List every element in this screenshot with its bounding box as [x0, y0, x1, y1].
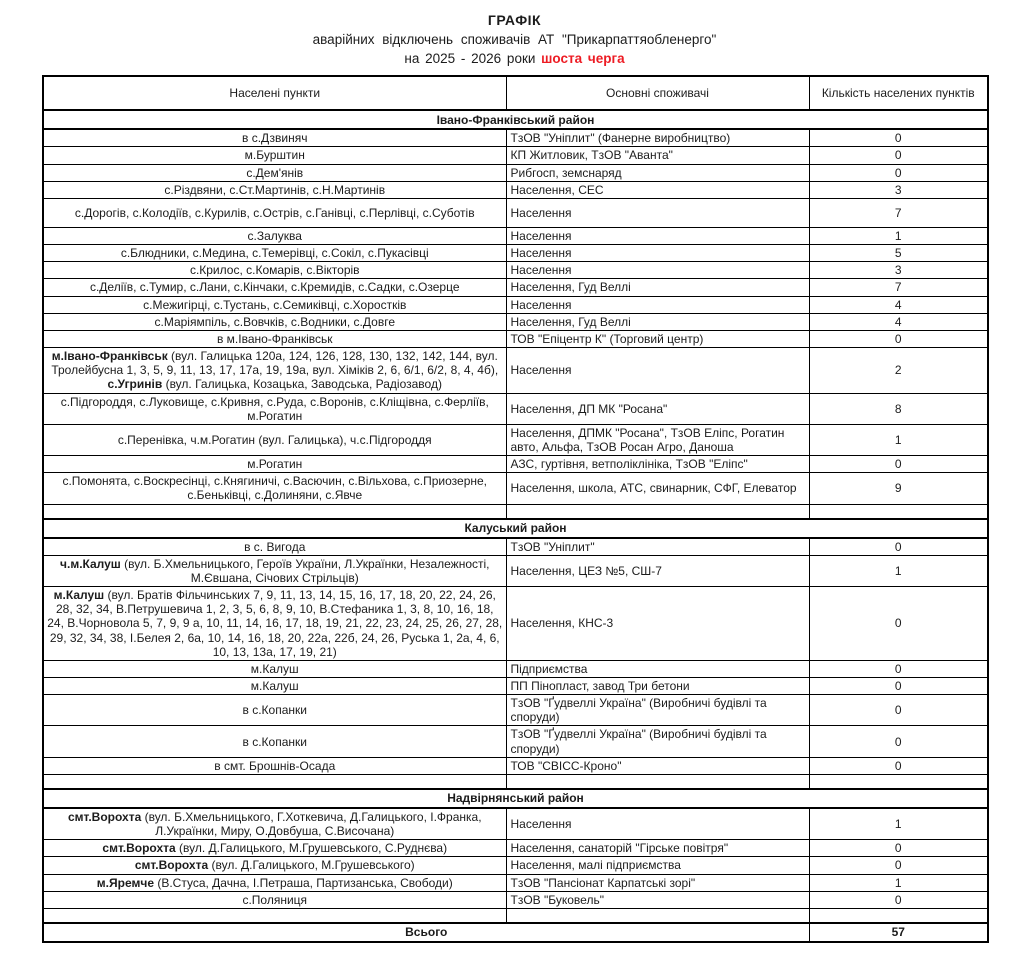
settlements-cell: [43, 393, 506, 424]
settlement-text: в с.Дзвиняч: [241, 131, 308, 146]
count-cell: 0: [809, 164, 988, 181]
consumers-cell: Населення, ДПМК "Росана", ТзОВ Еліпс, Рогатин авто, Альфа, ТзОВ Росан Агро, Даноша: [506, 424, 809, 455]
column-header: Основні споживачі: [506, 76, 809, 110]
settlement-name-bold: смт.Ворохта: [134, 858, 209, 873]
section-header: Івано-Франківський район: [43, 110, 988, 129]
count-cell: 0: [809, 147, 988, 164]
settlements-cell: [43, 296, 506, 313]
section-header-row: [43, 789, 988, 808]
period-text: на 2025 - 2026 роки: [404, 51, 536, 67]
settlements-cell: [43, 348, 506, 393]
settlement-text: в м.Івано-Франківськ: [216, 331, 333, 346]
settlement-name-bold: с.Угринів: [107, 377, 163, 392]
document-subtitle: аварійних відключень споживачів АТ "Прикарпаттяобленерго": [312, 31, 717, 47]
section-header-row: [43, 519, 988, 538]
settlement-text: (вул. Д.Галицького, М.Грушевського, С.Руднєва): [175, 841, 448, 856]
count-cell: 1: [809, 874, 988, 891]
count-cell: 0: [809, 891, 988, 908]
settlement-text: с.Різдвяни, с.Ст.Мартинів, с.Н.Мартинів: [164, 182, 386, 197]
header-row: [43, 76, 988, 110]
settlement-text: с.Межигірці, с.Тустань, с.Семиківці, с.Хоростків: [143, 297, 407, 312]
settlements-cell: [43, 473, 506, 504]
table-row: [43, 245, 988, 262]
consumers-cell: Населення: [506, 348, 809, 393]
settlements-cell: [43, 456, 506, 473]
table-row: [43, 129, 988, 147]
count-cell: 3: [809, 262, 988, 279]
settlements-cell: [43, 587, 506, 661]
consumers-cell: ТзОВ "Уніплит" (Фанерне виробництво): [506, 129, 809, 147]
consumers-cell: Населення: [506, 296, 809, 313]
spacer-row: [43, 774, 988, 789]
schedule-table: [42, 75, 989, 943]
column-header: Населені пункти: [43, 76, 506, 110]
settlement-text: (вул. Б.Хмельницького, Г.Хоткевича, Д.Галицького, І.Франка, Л.Українки, Миру, О.Довбуша, С.Височана): [141, 809, 482, 839]
table-row: [43, 296, 988, 313]
settlements-cell: [43, 678, 506, 695]
spacer-row: [43, 504, 988, 519]
consumers-cell: АЗС, гуртівня, ветполіклініка, ТзОВ "Еліпс": [506, 456, 809, 473]
settlement-name-bold: м.Калуш: [53, 588, 105, 603]
settlement-text: м.Калуш: [250, 679, 299, 694]
settlement-text: м.Калуш: [250, 661, 299, 676]
spacer-cell: [809, 774, 988, 789]
consumers-cell: Населення, малі підприємства: [506, 857, 809, 874]
table-row: [43, 147, 988, 164]
table-row: [43, 262, 988, 279]
section-header: Надвірнянський район: [43, 789, 988, 808]
settlement-text: с.Поляниця: [242, 892, 308, 907]
count-cell: 8: [809, 393, 988, 424]
consumers-cell: ПП Пінопласт, завод Три бетони: [506, 678, 809, 695]
settlements-cell: [43, 313, 506, 330]
table-row: [43, 857, 988, 874]
count-cell: 0: [809, 726, 988, 757]
settlements-cell: [43, 424, 506, 455]
table-row: [43, 757, 988, 774]
settlement-text: с.Перенівка, ч.м.Рогатин (вул. Галицька), ч.с.Підгороддя: [117, 432, 432, 447]
count-cell: 0: [809, 587, 988, 661]
count-cell: 0: [809, 857, 988, 874]
settlements-cell: [43, 198, 506, 227]
settlement-text: в смт. Брошнів-Осада: [214, 758, 336, 773]
settlement-text: с.Деліїв, с.Тумир, с.Лани, с.Кінчаки, с.Кремидів, с.Садки, с.Озерце: [89, 280, 460, 295]
consumers-cell: ТзОВ "Пансіонат Карпатські зорі": [506, 874, 809, 891]
document-title: ГРАФІК: [487, 12, 542, 28]
table-row: [43, 726, 988, 757]
settlement-text: с.Маріямпіль, с.Вовчків, с.Водники, с.Довге: [154, 314, 395, 329]
spacer-cell: [506, 774, 809, 789]
settlements-cell: [43, 857, 506, 874]
spacer-cell: [809, 908, 988, 923]
table-row: [43, 660, 988, 677]
table-row: [43, 227, 988, 244]
table-head: [43, 76, 988, 110]
settlements-cell: [43, 874, 506, 891]
consumers-cell: Населення, КНС-3: [506, 587, 809, 661]
count-cell: 4: [809, 296, 988, 313]
count-cell: 1: [809, 555, 988, 586]
consumers-cell: Населення: [506, 262, 809, 279]
table-row: [43, 456, 988, 473]
consumers-cell: Населення, ДП МК "Росана": [506, 393, 809, 424]
document-period: [42, 50, 987, 68]
settlement-text: м.Рогатин: [247, 457, 303, 472]
consumers-cell: ТзОВ "Уніплит": [506, 538, 809, 556]
table-row: [43, 695, 988, 726]
count-cell: 0: [809, 840, 988, 857]
count-cell: 1: [809, 808, 988, 840]
table-row: [43, 555, 988, 586]
consumers-cell: Підприємства: [506, 660, 809, 677]
consumers-cell: Населення: [506, 245, 809, 262]
settlement-text: в с. Вигода: [244, 539, 306, 554]
consumers-cell: ТзОВ "Ґудвеллі Україна" (Виробничі будівлі та споруди): [506, 695, 809, 726]
count-cell: 1: [809, 424, 988, 455]
consumers-cell: ТзОВ "Ґудвеллі Україна" (Виробничі будівлі та споруди): [506, 726, 809, 757]
spacer-row: [43, 908, 988, 923]
spacer-cell: [43, 774, 506, 789]
settlements-cell: [43, 726, 506, 757]
settlement-name-bold: смт.Ворохта: [102, 841, 176, 856]
settlements-cell: [43, 147, 506, 164]
table-row: [43, 473, 988, 504]
spacer-cell: [43, 908, 506, 923]
table-row: [43, 840, 988, 857]
count-cell: 0: [809, 678, 988, 695]
spacer-cell: [506, 908, 809, 923]
settlements-cell: [43, 695, 506, 726]
settlements-cell: [43, 262, 506, 279]
count-cell: 7: [809, 279, 988, 296]
total-row: [43, 923, 988, 942]
table-row: [43, 181, 988, 198]
settlements-cell: [43, 660, 506, 677]
total-value: 57: [809, 923, 988, 942]
consumers-cell: Населення: [506, 808, 809, 840]
consumers-cell: ТОВ "СВІСС-Кроно": [506, 757, 809, 774]
consumers-cell: Населення, санаторій "Гірське повітря": [506, 840, 809, 857]
settlement-text: с.Блюдники, с.Медина, с.Темерівці, с.Сокіл, с.Пукасівці: [120, 246, 429, 261]
consumers-cell: Населення, Гуд Веллі: [506, 279, 809, 296]
settlement-text: с.Дем'янів: [246, 165, 304, 180]
spacer-cell: [809, 504, 988, 519]
settlements-cell: [43, 538, 506, 556]
settlements-cell: [43, 555, 506, 586]
table-row: [43, 678, 988, 695]
spacer-cell: [43, 504, 506, 519]
consumers-cell: Населення: [506, 198, 809, 227]
table-row: [43, 279, 988, 296]
consumers-cell: КП Житловик, ТзОВ "Аванта": [506, 147, 809, 164]
count-cell: 0: [809, 695, 988, 726]
count-cell: 7: [809, 198, 988, 227]
settlement-text: (В.Стуса, Дачна, І.Петраша, Партизанська, Свободи): [154, 875, 453, 890]
settlement-name-bold: м.Івано-Франківськ: [51, 349, 168, 364]
consumers-cell: Населення, СЕС: [506, 181, 809, 198]
settlements-cell: [43, 840, 506, 857]
settlement-text: с.Залуква: [247, 228, 302, 243]
consumers-cell: Рибгосп, земснаряд: [506, 164, 809, 181]
count-cell: 5: [809, 245, 988, 262]
settlements-cell: [43, 330, 506, 347]
settlement-name-bold: смт.Ворохта: [67, 809, 142, 824]
table-row: [43, 874, 988, 891]
settlement-text: с.Помонята, с.Воскресінці, с.Княгиничі, с.Васючин, с.Вільхова, с.Приозерне, с.Беньківці, с.Долиняни, с.Явче: [62, 474, 488, 503]
settlement-name-bold: ч.м.Калуш: [60, 556, 121, 571]
count-cell: 2: [809, 348, 988, 393]
count-cell: 0: [809, 538, 988, 556]
table-row: [43, 393, 988, 424]
total-label: Всього: [43, 923, 809, 942]
settlement-text: (вул. Братів Фільчинських 7, 9, 11, 13, 14, 15, 16, 17, 18, 20, 22, 24, 26, 28, 32, 34, В.Петрушевича 1, 2, 3, 5, 6, 8, 9, 10, В.Стефаника 1, 3, 8, 10, 16, 18, 24, В.Чорновола 5, 7, 9, 9 а, 10, 11, 14, 16, 17, 18, 19, 21, 22, 23, 24, 25, 26, 27, 28, 29, 32, 34, 38, І.Белея 2, 6а, 10, 14, 16, 18, 20, 22а, 22б, 24, 26, Руська 1, 2а, 4, 6, 10, 13, 13а, 17, 19, 21): [47, 588, 503, 659]
settlement-text: в с.Копанки: [242, 734, 307, 749]
settlement-text: м.Бурштин: [244, 148, 305, 163]
settlements-cell: [43, 279, 506, 296]
settlement-text: (вул. Д.Галицького, М.Грушевського): [208, 858, 415, 873]
column-header: Кількість населених пунктів: [809, 76, 988, 110]
spacer-cell: [506, 504, 809, 519]
consumers-cell: Населення, ЦЕЗ №5, СШ-7: [506, 555, 809, 586]
settlement-text: с.Крилос, с.Комарів, с.Вікторів: [189, 263, 360, 278]
count-cell: 0: [809, 456, 988, 473]
count-cell: 0: [809, 129, 988, 147]
count-cell: 4: [809, 313, 988, 330]
consumers-cell: Населення: [506, 227, 809, 244]
table-row: [43, 313, 988, 330]
settlements-cell: [43, 891, 506, 908]
table-row: [43, 808, 988, 840]
section-header-row: [43, 110, 988, 129]
consumers-cell: Населення, школа, АТС, свинарник, СФГ, Елеватор: [506, 473, 809, 504]
settlements-cell: [43, 181, 506, 198]
consumers-cell: Населення, Гуд Веллі: [506, 313, 809, 330]
settlement-text: (вул. Галицька, Козацька, Заводська, Радіозавод): [162, 377, 442, 392]
table-body: [43, 110, 988, 942]
settlements-cell: [43, 227, 506, 244]
table-row: [43, 538, 988, 556]
settlement-name-bold: м.Яремче: [96, 875, 154, 890]
document-header: [42, 11, 987, 68]
settlement-text: (вул. Б.Хмельницького, Героїв України, Л.Українки, Незалежності, М.Євшана, Січових Стрільців): [120, 556, 490, 585]
section-header: Калуський район: [43, 519, 988, 538]
settlements-cell: [43, 245, 506, 262]
count-cell: 0: [809, 757, 988, 774]
table-row: [43, 424, 988, 455]
table-row: [43, 348, 988, 393]
consumers-cell: ТОВ "Епіцентр К" (Торговий центр): [506, 330, 809, 347]
count-cell: 3: [809, 181, 988, 198]
settlement-text: (вул. Галицька 120а, 124, 126, 128, 130, 132, 142, 144, вул. Тролейбусна 1, 3, 5, 9, 11, 13, 17, 17а, 19, 19а, вул. Хіміків 2, 6, 6/1, 6/2, 8, 4, 4б),: [51, 349, 499, 378]
consumers-cell: ТзОВ "Буковель": [506, 891, 809, 908]
settlement-text: с.Підгороддя, с.Луковище, с.Кривня, с.Руда, с.Воронів, с.Кліщівна, с.Ферліїв, м.Рогатин: [60, 394, 489, 423]
settlements-cell: [43, 164, 506, 181]
table-row: [43, 330, 988, 347]
table-row: [43, 891, 988, 908]
settlements-cell: [43, 129, 506, 147]
count-cell: 9: [809, 473, 988, 504]
settlement-text: в с.Копанки: [242, 703, 307, 718]
count-cell: 0: [809, 660, 988, 677]
settlements-cell: [43, 757, 506, 774]
count-cell: 0: [809, 330, 988, 347]
settlements-cell: [43, 808, 506, 840]
period-highlight: шоста черга: [541, 51, 625, 67]
count-cell: 1: [809, 227, 988, 244]
table-row: [43, 164, 988, 181]
settlement-text: с.Дорогів, с.Колодіїв, с.Курилів, с.Острів, с.Ганівці, с.Перлівці, с.Суботів: [74, 205, 475, 220]
table-row: [43, 587, 988, 661]
table-row: [43, 198, 988, 227]
